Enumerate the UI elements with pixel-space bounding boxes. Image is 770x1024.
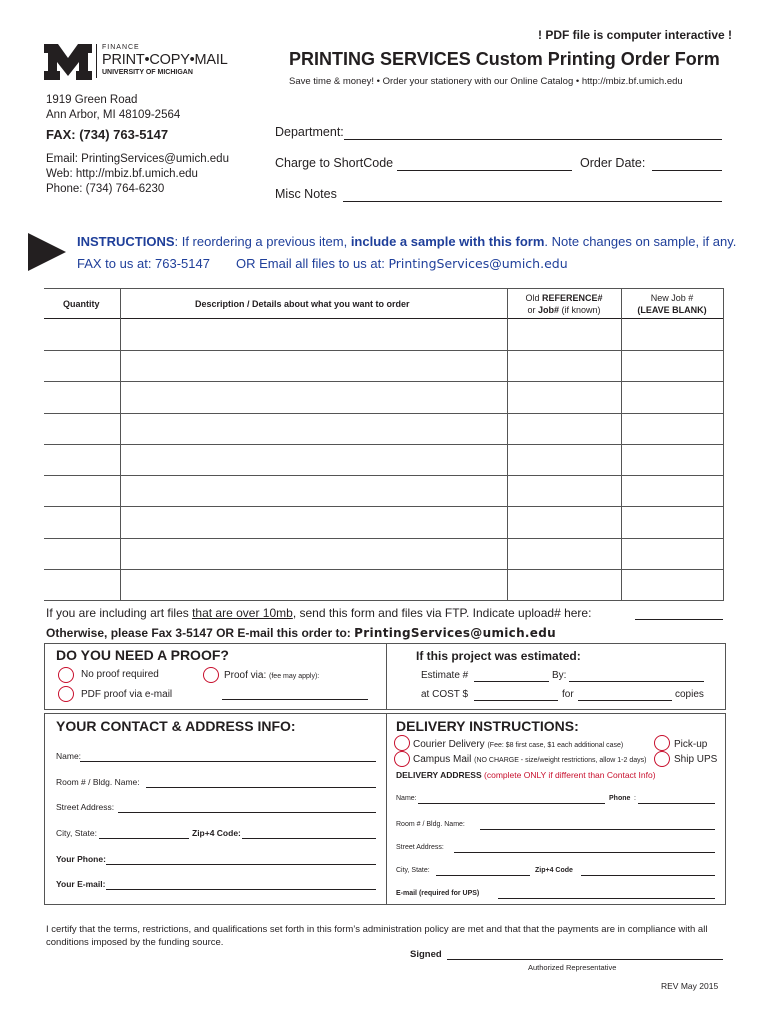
description-cell[interactable] (121, 507, 506, 536)
estimate-by-label: By: (552, 670, 567, 681)
authorized-label: Authorized Representative (528, 963, 617, 972)
proof-via-label: Proof via: (fee may apply): (224, 670, 320, 681)
contact-room-field[interactable] (146, 787, 376, 788)
contact-web: Web: http://mbiz.bf.umich.edu (46, 168, 198, 180)
courier-label: Courier Delivery (Fee: $8 first case, $1 each additional case) (413, 739, 624, 750)
reference-cell[interactable] (508, 539, 620, 568)
instructions-line2: FAX to us at: 763-5147 OR Email all files to us at: PrintingServices@umich.edu (77, 256, 568, 271)
col-reference: Old REFERENCE# or Job# (if known) (525, 293, 603, 315)
contact-city-field[interactable] (99, 838, 189, 839)
ship-ups-radio[interactable] (654, 751, 670, 767)
no-proof-radio[interactable] (58, 667, 74, 683)
new-job-cell[interactable] (622, 507, 722, 536)
quantity-cell[interactable] (45, 320, 119, 349)
delivery-phone-label: Phone (609, 795, 631, 802)
reference-cell[interactable] (508, 382, 620, 411)
logo-dept: PRINT•COPY•MAIL (102, 52, 228, 68)
shortcode-field[interactable] (397, 170, 572, 171)
delivery-name-label: Name: (396, 795, 417, 802)
reference-cell[interactable] (508, 570, 620, 599)
page-title: PRINTING SERVICES Custom Printing Order Form (289, 49, 720, 69)
certification-text: I certify that the terms, restrictions, and qualifications set forth in this form’s administration policy are met and that that the payments are in compliance with all conditions imposed by the funding source. (46, 924, 708, 948)
copies-label: copies (675, 689, 704, 700)
pdf-proof-radio[interactable] (58, 686, 74, 702)
address-street: 1919 Green Road (46, 94, 138, 106)
address-city: Ann Arbor, MI 48109-2564 (46, 109, 181, 121)
delivery-city-label: City, State: (396, 867, 430, 874)
block-m-icon (44, 44, 92, 80)
contact-heading: YOUR CONTACT & ADDRESS INFO: (56, 718, 296, 734)
order-date-label: Order Date: (580, 156, 646, 170)
delivery-street-field[interactable] (454, 852, 715, 853)
contact-street-label: Street Address: (56, 802, 115, 812)
contact-block (46, 152, 229, 197)
estimate-no-field[interactable] (474, 681, 549, 682)
reference-cell[interactable] (508, 476, 620, 505)
reference-cell[interactable] (508, 445, 620, 474)
art-files-note: If you are including art files that are over 10mb, send this form and files via FTP. Indicate upload# here: (46, 606, 592, 620)
contact-email-field[interactable] (106, 889, 376, 890)
delivery-email-label: E-mail (required for UPS) (396, 890, 480, 897)
contact-street-field[interactable] (118, 812, 376, 813)
misc-field[interactable] (343, 201, 722, 202)
new-job-cell[interactable] (622, 320, 722, 349)
description-cell[interactable] (121, 445, 506, 474)
col-newjob: New Job # (LEAVE BLANK) (637, 293, 707, 315)
new-job-cell[interactable] (622, 414, 722, 443)
col-description: Description / Details about what you want to order (195, 299, 410, 309)
contact-name-label: Name: (56, 751, 82, 761)
proof-heading: DO YOU NEED A PROOF? (56, 647, 229, 663)
revision-label: REV May 2015 (661, 981, 719, 991)
mailing-address (46, 93, 180, 123)
col-quantity: Quantity (63, 299, 100, 309)
new-job-cell[interactable] (622, 351, 722, 380)
contact-email: Email: PrintingServices@umich.edu (46, 153, 229, 165)
campus-mail-radio[interactable] (394, 751, 410, 767)
contact-city-label: City, State: (56, 828, 97, 838)
misc-label: Misc Notes (275, 187, 337, 201)
new-job-cell[interactable] (622, 476, 722, 505)
at-cost-label: at COST $ (421, 689, 469, 700)
contact-email-label: Your E-mail: (56, 879, 106, 889)
quantity-cell[interactable] (45, 414, 119, 443)
interactive-note: ! PDF file is computer interactive ! (538, 28, 733, 42)
new-job-cell[interactable] (622, 570, 722, 599)
cost-field[interactable] (474, 700, 558, 701)
order-date-field[interactable] (652, 170, 722, 171)
quantity-cell[interactable] (45, 445, 119, 474)
estimate-no-label: Estimate # (421, 670, 469, 681)
description-cell[interactable] (121, 351, 506, 380)
logo-university: UNIVERSITY OF MICHIGAN (102, 69, 193, 76)
upload-number-field[interactable] (635, 619, 723, 620)
reference-cell[interactable] (508, 507, 620, 536)
contact-delivery-box (44, 713, 726, 905)
quantity-cell[interactable] (45, 476, 119, 505)
quantity-cell[interactable] (45, 351, 119, 380)
delivery-room-label: Room # / Bldg. Name: (396, 821, 465, 828)
delivery-room-field[interactable] (480, 829, 715, 830)
reference-cell[interactable] (508, 351, 620, 380)
delivery-street-label: Street Address: (396, 844, 444, 851)
department-field[interactable] (344, 139, 722, 140)
estimate-by-field[interactable] (569, 681, 704, 682)
courier-radio[interactable] (394, 735, 410, 751)
table-row (44, 600, 724, 601)
um-logo (44, 44, 92, 85)
description-cell[interactable] (121, 320, 506, 349)
page-subtitle: Save time & money! • Order your stationery with our Online Catalog • http://mbiz.bf.umich.edu (289, 76, 683, 87)
arrow-icon (28, 233, 66, 271)
department-label: Department: (275, 125, 344, 139)
fax-number: FAX: (734) 763-5147 (46, 127, 169, 142)
quantity-cell[interactable] (45, 507, 119, 536)
pickup-radio[interactable] (654, 735, 670, 751)
new-job-cell[interactable] (622, 382, 722, 411)
copies-field[interactable] (578, 700, 672, 701)
delivery-email-field[interactable] (498, 898, 715, 899)
new-job-cell[interactable] (622, 539, 722, 568)
instructions-line1: INSTRUCTIONS: If reordering a previous item, include a sample with this form. Note changes on sample, if any. (77, 234, 737, 249)
description-cell[interactable] (121, 570, 506, 599)
charge-label: Charge to ShortCode (275, 156, 394, 170)
estimate-heading: If this project was estimated: (416, 649, 581, 663)
new-job-cell[interactable] (622, 445, 722, 474)
proof-via-field[interactable] (222, 699, 368, 700)
description-cell[interactable] (121, 382, 506, 411)
delivery-address-label: DELIVERY ADDRESS (complete ONLY if different than Contact Info) (396, 770, 656, 780)
description-cell[interactable] (121, 476, 506, 505)
quantity-cell[interactable] (45, 382, 119, 411)
quantity-cell[interactable] (45, 539, 119, 568)
reference-cell[interactable] (508, 414, 620, 443)
contact-room-label: Room # / Bldg. Name: (56, 777, 140, 787)
ship-ups-label: Ship UPS (674, 754, 718, 765)
delivery-zip-label: Zip+4 Code (535, 867, 573, 874)
delivery-city-field[interactable] (436, 875, 530, 876)
no-proof-label: No proof required (81, 669, 159, 680)
for-label: for (562, 689, 574, 700)
pdf-proof-label: PDF proof via e-mail (81, 689, 173, 700)
contact-zip-label: Zip+4 Code: (192, 828, 241, 838)
description-cell[interactable] (121, 539, 506, 568)
campus-mail-label: Campus Mail (NO CHARGE - size/weight restrictions, allow 1-2 days) (413, 754, 647, 765)
contact-name-field[interactable] (80, 761, 376, 762)
quantity-cell[interactable] (45, 570, 119, 599)
signature-field[interactable] (447, 959, 723, 960)
delivery-zip-field[interactable] (581, 875, 715, 876)
contact-zip-field[interactable] (242, 838, 376, 839)
signed-label: Signed (410, 949, 442, 960)
contact-phone: Phone: (734) 764-6230 (46, 183, 165, 195)
pickup-label: Pick-up (674, 739, 708, 750)
description-cell[interactable] (121, 414, 506, 443)
proof-via-radio[interactable] (203, 667, 219, 683)
logo-finance: FINANCE (102, 44, 140, 51)
delivery-heading: DELIVERY INSTRUCTIONS: (396, 718, 579, 734)
reference-cell[interactable] (508, 320, 620, 349)
delivery-name-field[interactable] (418, 803, 605, 804)
instructions-label: INSTRUCTIONS (77, 234, 175, 249)
contact-phone-field[interactable] (106, 864, 376, 865)
delivery-phone-field[interactable] (638, 803, 715, 804)
fax-email-note: Otherwise, please Fax 3-5147 OR E-mail this order to: PrintingServices@umich.edu (46, 626, 556, 640)
contact-phone-label: Your Phone: (56, 854, 106, 864)
